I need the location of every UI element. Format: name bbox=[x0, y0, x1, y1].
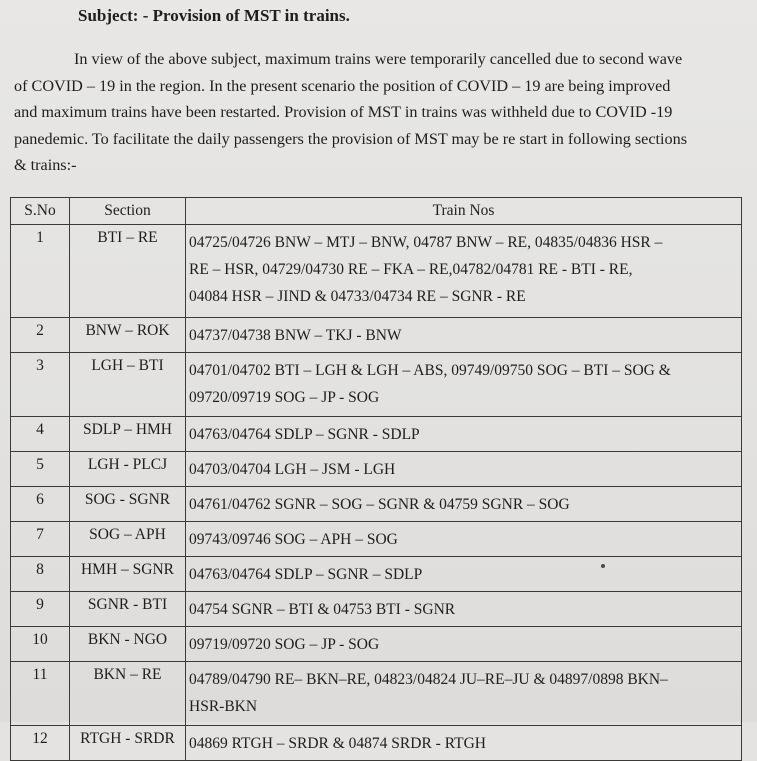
table-row bbox=[11, 522, 742, 557]
ink-speck bbox=[601, 564, 605, 568]
train-line: 09719/09720 SOG – JP - SOG bbox=[189, 636, 380, 653]
train-line: 04763/04764 SDLP – SGNR – SDLP bbox=[189, 566, 423, 583]
cell-sno: 9 bbox=[11, 592, 70, 627]
cell-trains bbox=[186, 487, 742, 522]
cell-section: LGH – BTI bbox=[70, 353, 186, 417]
train-line: 04737/04738 BNW – TKJ - BNW bbox=[189, 327, 402, 344]
train-line: 04701/04702 BTI – LGH & LGH – ABS, 09749/09750 SOG – BTI – SOG & bbox=[189, 362, 671, 379]
train-line: 04703/04704 LGH – JSM - LGH bbox=[189, 461, 396, 478]
cell-section: BTI – RE bbox=[70, 225, 186, 318]
cell-section: SOG - SGNR bbox=[70, 487, 186, 522]
cell-sno: 10 bbox=[11, 627, 70, 662]
cell-trains bbox=[186, 592, 742, 627]
cell-sno: 2 bbox=[11, 318, 70, 353]
cell-section: SOG – APH bbox=[70, 522, 186, 557]
cell-trains bbox=[186, 353, 742, 417]
cell-section: BKN – RE bbox=[70, 662, 186, 726]
cell-section: BNW – ROK bbox=[70, 318, 186, 353]
train-line: 09743/09746 SOG – APH – SOG bbox=[189, 531, 398, 548]
cell-sno: 1 bbox=[11, 225, 70, 318]
paragraph-line: and maximum trains have been restarted. Provision of MST in trains was withheld due to COVID -19 bbox=[14, 103, 673, 121]
train-line: RE – HSR, 04729/04730 RE – FKA – RE,04782/04781 RE - BTI - RE, bbox=[189, 261, 633, 278]
train-line: 04789/04790 RE– BKN–RE, 04823/04824 JU–RE–JU & 04897/0898 BKN– bbox=[189, 671, 668, 688]
cell-trains bbox=[186, 417, 742, 452]
paragraph-line: & trains:- bbox=[14, 156, 77, 174]
cell-trains bbox=[186, 557, 742, 592]
train-line: 04725/04726 BNW – MTJ – BNW, 04787 BNW – RE, 04835/04836 HSR – bbox=[189, 234, 663, 251]
cell-sno: 11 bbox=[11, 662, 70, 726]
cell-trains bbox=[186, 452, 742, 487]
table-row bbox=[11, 452, 742, 487]
cell-sno: 7 bbox=[11, 522, 70, 557]
paragraph-line: of COVID – 19 in the region. In the present scenario the position of COVID – 19 are being improved bbox=[14, 76, 671, 95]
paragraph-line: In view of the above subject, maximum trains were temporarily cancelled due to second wave bbox=[74, 50, 683, 68]
table-row bbox=[11, 417, 742, 452]
cell-trains bbox=[186, 627, 742, 662]
train-line: HSR-BKN bbox=[189, 698, 258, 715]
table-row bbox=[11, 627, 742, 662]
cell-section: HMH – SGNR bbox=[70, 557, 186, 592]
train-line: 04084 HSR – JIND & 04733/04734 RE – SGNR - RE bbox=[189, 288, 526, 305]
header-section: Section bbox=[70, 198, 186, 225]
cell-sno: 4 bbox=[11, 417, 70, 452]
cell-trains bbox=[186, 726, 742, 761]
cell-trains bbox=[186, 225, 742, 318]
table-row bbox=[11, 353, 742, 417]
table-row bbox=[11, 487, 742, 522]
body-paragraph bbox=[14, 46, 741, 179]
header-train-nos: Train Nos bbox=[186, 198, 742, 225]
cell-sno: 12 bbox=[11, 726, 70, 761]
table-row bbox=[11, 318, 742, 353]
cell-section: SGNR - BTI bbox=[70, 592, 186, 627]
cell-sno: 3 bbox=[11, 353, 70, 417]
paragraph-line: panedemic. To facilitate the daily passengers the provision of MST may be re start in following sections bbox=[14, 129, 688, 148]
cell-section: SDLP – HMH bbox=[70, 417, 186, 452]
cell-section: BKN - NGO bbox=[70, 627, 186, 662]
cell-trains bbox=[186, 318, 742, 353]
table-row bbox=[11, 225, 742, 318]
cell-sno: 5 bbox=[11, 452, 70, 487]
cell-section: RTGH - SRDR bbox=[70, 726, 186, 761]
cell-sno: 6 bbox=[11, 487, 70, 522]
mst-trains-table bbox=[10, 197, 742, 761]
cell-sno: 8 bbox=[11, 557, 70, 592]
header-sno: S.No bbox=[11, 198, 70, 225]
table-row bbox=[11, 726, 742, 761]
table-row bbox=[11, 662, 742, 726]
table-header-row bbox=[11, 198, 742, 225]
table-row bbox=[11, 592, 742, 627]
train-line: 04754 SGNR – BTI & 04753 BTI - SGNR bbox=[189, 601, 456, 618]
train-line: 04869 RTGH – SRDR & 04874 SRDR - RTGH bbox=[189, 735, 486, 752]
cell-trains bbox=[186, 522, 742, 557]
cell-section: LGH - PLCJ bbox=[70, 452, 186, 487]
cell-trains bbox=[186, 662, 742, 726]
train-line: 09720/09719 SOG – JP - SOG bbox=[189, 389, 380, 406]
subject-heading: Subject: - Provision of MST in trains. bbox=[78, 6, 350, 25]
table-row bbox=[11, 557, 742, 592]
train-line: 04761/04762 SGNR – SOG – SGNR & 04759 SGNR – SOG bbox=[189, 496, 570, 513]
train-line: 04763/04764 SDLP – SGNR - SDLP bbox=[189, 426, 420, 443]
